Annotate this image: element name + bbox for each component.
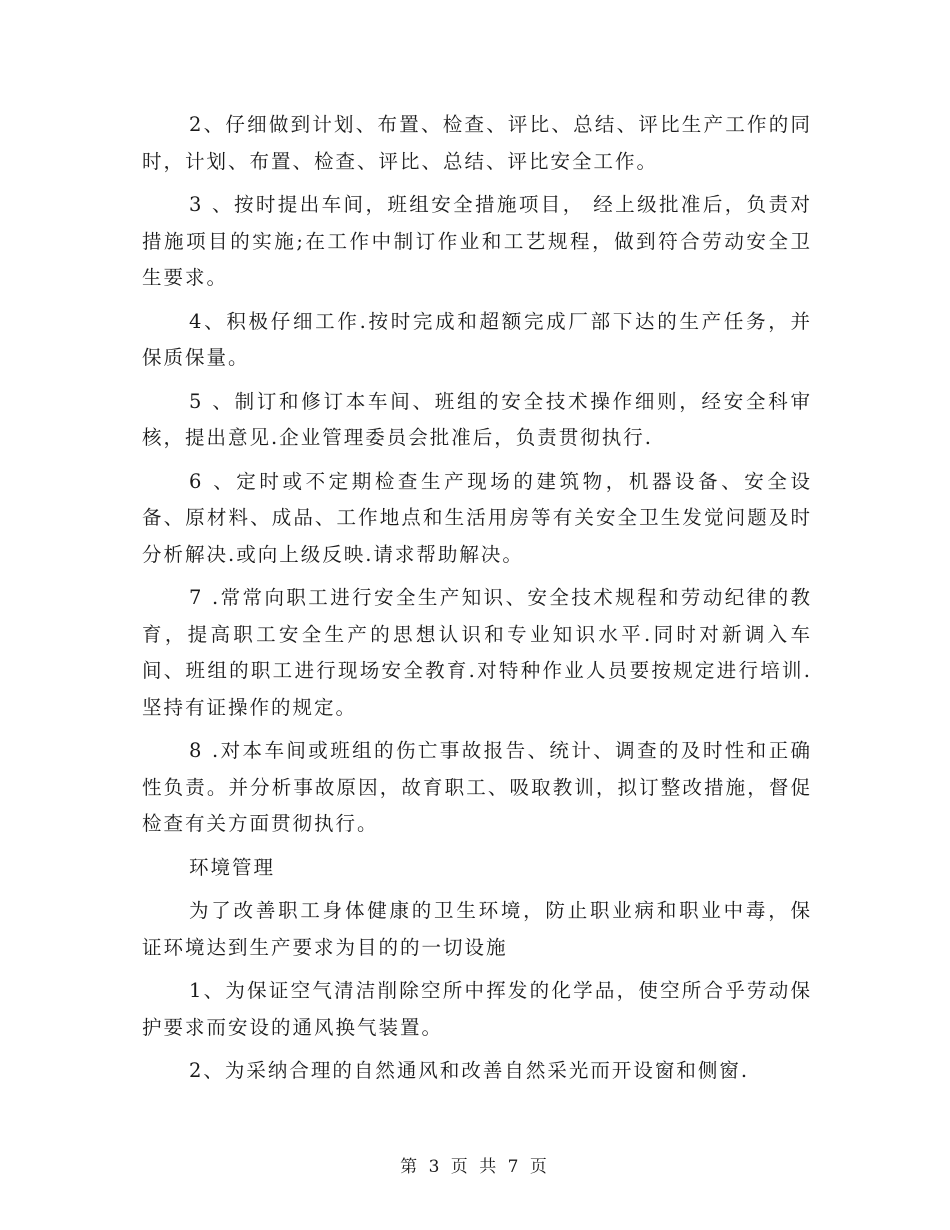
- section-item-2: 2、为采纳合理的自然通风和改善自然采光而开设窗和侧窗.: [189, 1059, 750, 1082]
- section-item-1: 1、为保证空气清洁削除空所中挥发的化学品，使空所合乎劳动保护要求而安设的通风换气装置。: [142, 979, 812, 1039]
- section-heading: 环境管理: [189, 855, 276, 879]
- page-body: [142, 107, 812, 1097]
- paragraph-item-5: 5 、制订和修订本车间、班组的安全技术操作细则，经安全科审核，提出意见.企业管理委员会批准后，负责贯彻执行.: [142, 389, 812, 449]
- section-intro-paragraph: 为了改善职工身体健康的卫生环境，防止职业病和职业中毒，保证环境达到生产要求为目的的一切设施: [142, 899, 812, 959]
- page-number-footer: 第 3 页 共 7 页: [400, 1157, 550, 1177]
- paragraph-item-4: 4、积极仔细工作.按时完成和超额完成厂部下达的生产任务，并保质保量。: [142, 309, 812, 369]
- paragraph-item-2: 2、仔细做到计划、布置、检查、评比、总结、评比生产工作的同时，计划、布置、检查、评比、总结、评比安全工作。: [142, 113, 812, 173]
- paragraph-item-8: 8 .对本车间或班组的伤亡事故报告、统计、调查的及时性和正确性负责。并分析事故原因，故育职工、吸取教训，拟订整改措施，督促检查有关方面贯彻执行。: [142, 739, 812, 835]
- paragraph-item-7: 7 .常常向职工进行安全生产知识、安全技术规程和劳动纪律的教育，提高职工安全生产的思想认识和专业知识水平.同时对新调入车间、班组的职工进行现场安全教育.对特种作业人员要按规定进行培训.坚持有证操作的规定。: [142, 586, 812, 719]
- paragraph-item-6: 6 、定时或不定期检查生产现场的建筑物，机器设备、安全设备、原材料、成品、工作地点和生活用房等有关安全卫生发觉问题及时分析解决.或向上级反映.请求帮助解决。: [142, 469, 812, 566]
- paragraph-item-3: 3 、按时提出车间，班组安全措施项目， 经上级批准后，负责对措施项目的实施;在工作中制订作业和工艺规程，做到符合劳动安全卫生要求。: [142, 193, 812, 289]
